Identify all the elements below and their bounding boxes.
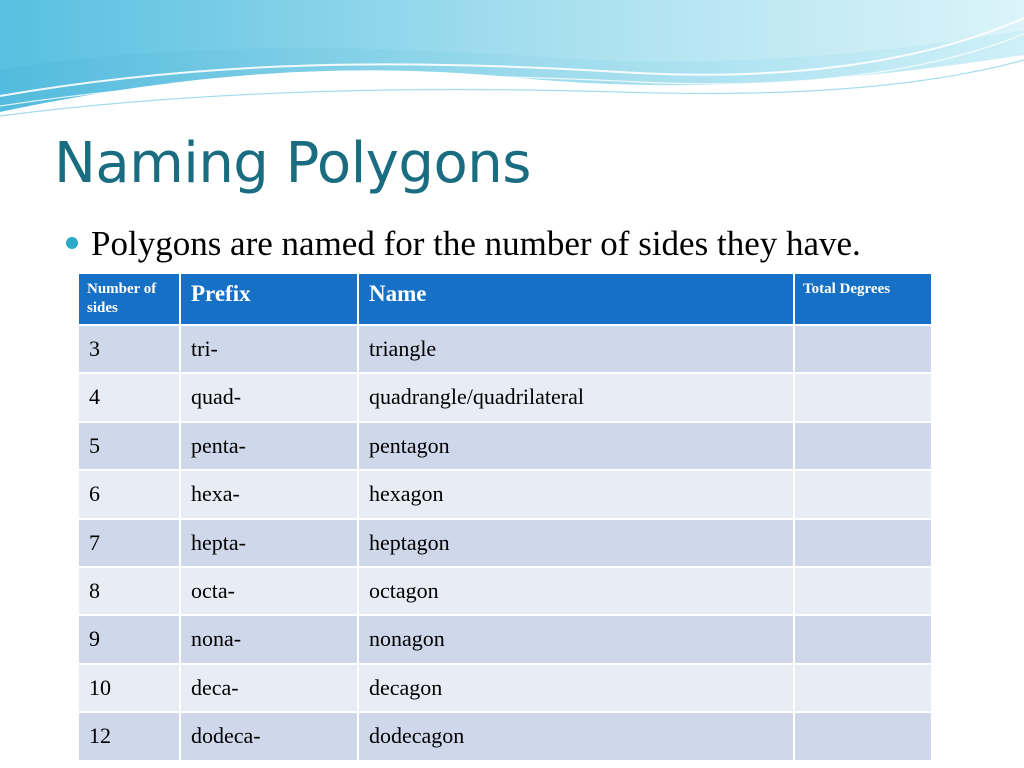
table-row <box>78 712 932 760</box>
cell-prefix: quad- <box>180 373 358 421</box>
table-row <box>78 422 932 470</box>
bullet-dot-icon <box>66 237 78 249</box>
cell-name: hexagon <box>358 470 794 518</box>
cell-sides: 9 <box>78 615 180 663</box>
cell-degrees <box>794 470 932 518</box>
cell-prefix: tri- <box>180 325 358 373</box>
table-row <box>78 567 932 615</box>
cell-sides: 10 <box>78 664 180 712</box>
table-row <box>78 664 932 712</box>
polygon-table <box>77 272 933 762</box>
cell-name: quadrangle/quadrilateral <box>358 373 794 421</box>
bullet-point <box>66 222 861 266</box>
cell-degrees <box>794 664 932 712</box>
header-wave-decoration <box>0 0 1024 130</box>
cell-sides: 8 <box>78 567 180 615</box>
header-number-of-sides: Number of sides <box>78 273 180 325</box>
table-header-row <box>78 273 932 325</box>
cell-name: nonagon <box>358 615 794 663</box>
cell-prefix: nona- <box>180 615 358 663</box>
cell-degrees <box>794 325 932 373</box>
header-prefix: Prefix <box>180 273 358 325</box>
slide-title: Naming Polygons <box>54 131 531 196</box>
cell-name: heptagon <box>358 519 794 567</box>
cell-prefix: octa- <box>180 567 358 615</box>
cell-name: octagon <box>358 567 794 615</box>
cell-prefix: hepta- <box>180 519 358 567</box>
header-name: Name <box>358 273 794 325</box>
cell-sides: 6 <box>78 470 180 518</box>
cell-prefix: dodeca- <box>180 712 358 760</box>
cell-prefix: penta- <box>180 422 358 470</box>
cell-name: dodecagon <box>358 712 794 760</box>
cell-degrees <box>794 373 932 421</box>
table-row <box>78 519 932 567</box>
cell-degrees <box>794 519 932 567</box>
header-total-degrees: Total Degrees <box>794 273 932 325</box>
cell-sides: 5 <box>78 422 180 470</box>
cell-degrees <box>794 712 932 760</box>
cell-name: pentagon <box>358 422 794 470</box>
table-row <box>78 373 932 421</box>
cell-name: decagon <box>358 664 794 712</box>
cell-prefix: deca- <box>180 664 358 712</box>
cell-degrees <box>794 567 932 615</box>
cell-sides: 3 <box>78 325 180 373</box>
bullet-text: Polygons are named for the number of sides they have. <box>91 224 861 263</box>
table-row <box>78 470 932 518</box>
cell-sides: 12 <box>78 712 180 760</box>
cell-sides: 7 <box>78 519 180 567</box>
cell-degrees <box>794 615 932 663</box>
cell-prefix: hexa- <box>180 470 358 518</box>
table-row <box>78 615 932 663</box>
table-row <box>78 325 932 373</box>
cell-sides: 4 <box>78 373 180 421</box>
cell-degrees <box>794 422 932 470</box>
cell-name: triangle <box>358 325 794 373</box>
